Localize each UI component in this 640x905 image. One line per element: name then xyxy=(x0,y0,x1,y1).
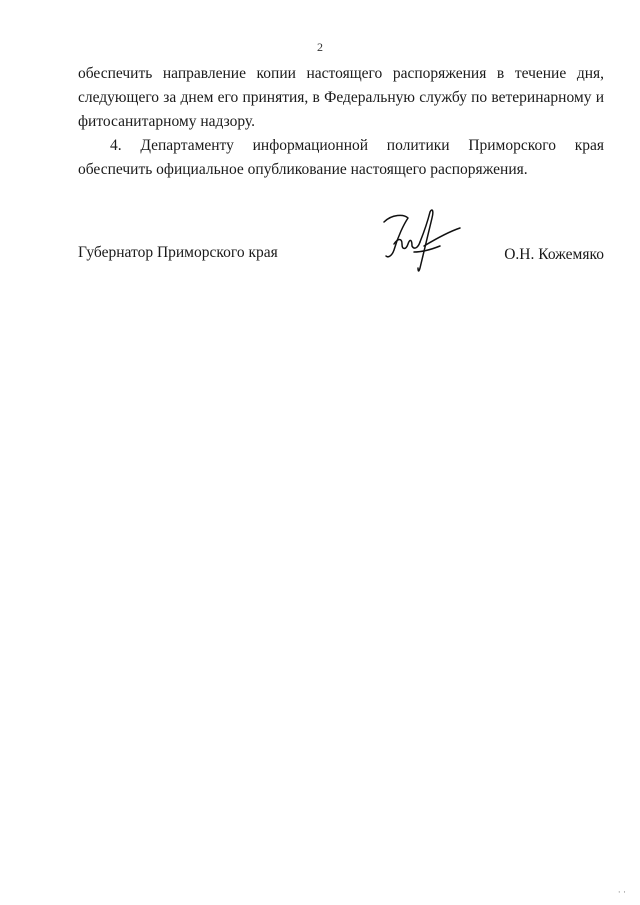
page-number: 2 xyxy=(317,40,323,54)
corner-mark: · · xyxy=(617,887,626,897)
paragraph-line: фитосанитарному надзору. xyxy=(78,113,256,130)
signatory-name: О.Н. Кожемяко xyxy=(504,246,604,263)
paragraph-line: следующего за днем его принятия, в Федеральную службу по ветеринарному и xyxy=(78,89,604,106)
paragraph-line: 4. Департаменту информационной политики Приморского края xyxy=(110,137,604,154)
paragraph-continuation xyxy=(78,62,604,134)
paragraph-item-4 xyxy=(78,134,604,182)
paragraph-line: обеспечить направление копии настоящего распоряжения в течение дня, xyxy=(78,65,604,82)
handwritten-signature xyxy=(374,206,470,278)
paragraph-line: обеспечить официальное опубликование настоящего распоряжения. xyxy=(78,161,528,178)
signatory-title: Губернатор Приморского края xyxy=(78,244,278,261)
signature-block xyxy=(78,244,604,284)
